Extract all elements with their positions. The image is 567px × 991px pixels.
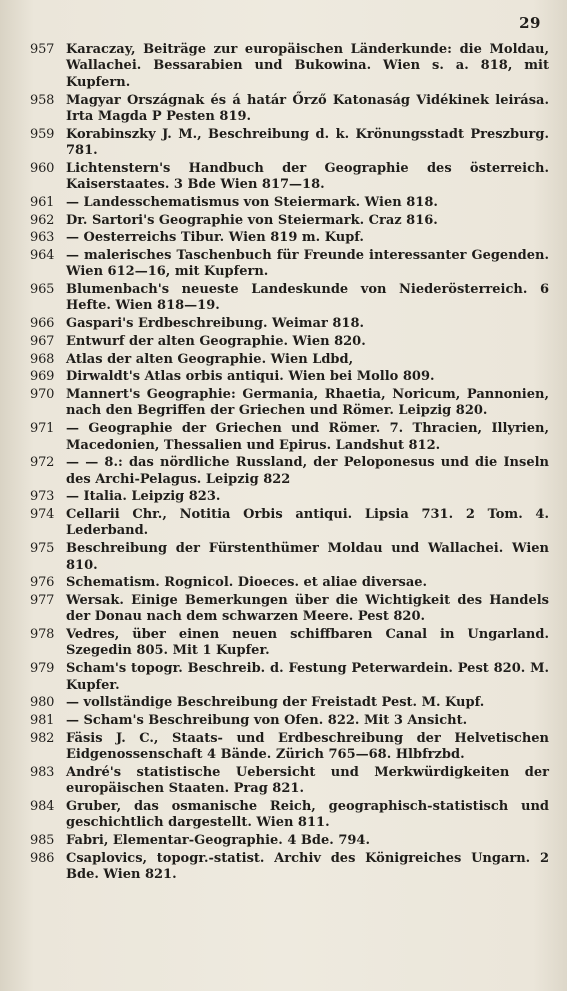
entry-number: 957	[30, 42, 55, 57]
catalog-entry	[30, 421, 549, 454]
entry-text: Fäsis J. C., Staats- und Erdbeschreibung der Helvetischen Eidgenossenschaft 4 Bände. Zürich 765—68. Hlbfrzbd.	[66, 730, 549, 763]
catalog-entry	[30, 93, 549, 126]
catalog-entry	[30, 213, 549, 229]
entry-number: 969	[30, 369, 55, 385]
catalog-entry	[30, 507, 549, 540]
entry-number: 981	[30, 712, 55, 728]
entry-number: 983	[30, 764, 55, 780]
entry-text: — Landesschematismus von Steiermark. Wien 818.	[66, 194, 438, 210]
entry-text: André's statistische Uebersicht und Merkwürdigkeiten der europäischen Staaten. Prag 821.	[66, 764, 549, 797]
entry-text: Mannert's Geographie: Germania, Rhaetia, Noricum, Pannonien, nach den Begriffen der Griechen und Römer. Leipzig 820.	[66, 386, 549, 419]
entry-text: Scham's topogr. Beschreib. d. Festung Peterwardein. Pest 820. M. Kupfer.	[66, 661, 549, 693]
catalog-entry	[30, 489, 549, 505]
catalog-entry	[30, 765, 549, 798]
entry-text: Entwurf der alten Geographie. Wien 820.	[66, 333, 366, 349]
entry-number: 979	[30, 661, 55, 677]
catalog-entry	[30, 248, 549, 281]
entry-text: — Italia. Leipzig 823.	[66, 489, 221, 505]
entry-text: Karaczay, Beiträge zur europäischen Länderkunde: die Moldau, Wallachei. Bessarabien und Bukowina. Wien s. a. 818, mit Kupfern.	[66, 42, 549, 90]
catalog-entry	[30, 713, 549, 729]
entry-text: Atlas der alten Geographie. Wien Ldbd,	[66, 351, 354, 367]
entry-number: 973	[30, 489, 55, 505]
entry-text: — Oesterreichs Tibur. Wien 819 m. Kupf.	[66, 230, 364, 246]
catalog-entry	[30, 661, 549, 694]
entry-text: — malerisches Taschenbuch für Freunde interessanter Gegenden. Wien 612—16, mit Kupfern.	[66, 247, 549, 280]
catalog-entry	[30, 575, 549, 591]
entry-number: 968	[30, 351, 55, 367]
entry-text: Gruber, das osmanische Reich, geographisch-statistisch und geschichtlich dargestellt. Wien 811.	[66, 798, 549, 831]
entry-number: 958	[30, 92, 55, 108]
catalog-entry	[30, 387, 549, 420]
entry-number: 978	[30, 627, 55, 643]
entry-text: Wersak. Einige Bemerkungen über die Wichtigkeit des Handels der Donau nach dem schwarzen Meere. Pest 820.	[66, 592, 549, 625]
entry-text: Vedres, über einen neuen schiffbaren Canal in Ungarland. Szegedin 805. Mit 1 Kupfer.	[66, 627, 549, 659]
entry-text: — vollständige Beschreibung der Freistadt Pest. M. Kupf.	[66, 695, 485, 711]
catalog-entry	[30, 695, 549, 711]
catalog-entry	[30, 230, 549, 246]
catalog-entry	[30, 334, 549, 350]
entry-number: 975	[30, 541, 55, 557]
catalog-entry	[30, 42, 549, 91]
entry-number: 980	[30, 695, 55, 711]
entry-number: 961	[30, 194, 55, 210]
entry-number: 971	[30, 421, 55, 437]
entry-number: 959	[30, 126, 55, 142]
catalog-entry	[30, 369, 549, 385]
entry-number: 986	[30, 850, 55, 866]
entry-number: 962	[30, 212, 55, 228]
catalog-entry	[30, 352, 549, 368]
entry-number: 960	[30, 160, 55, 176]
entry-number: 977	[30, 592, 55, 608]
catalog-entry	[30, 593, 549, 626]
catalog-entry	[30, 541, 549, 574]
entry-text: — Geographie der Griechen und Römer. 7. Thracien, Illyrien, Macedonien, Thessalien und Epirus. Landshut 812.	[66, 421, 549, 453]
entry-number: 982	[30, 730, 55, 746]
catalog-entry	[30, 127, 549, 160]
catalog-entry	[30, 833, 549, 849]
entry-text: Gaspari's Erdbeschreibung. Weimar 818.	[66, 316, 365, 332]
entry-number: 972	[30, 455, 55, 471]
entry-text: Korabinszky J. M., Beschreibung d. k. Krönungsstadt Preszburg. 781.	[66, 126, 549, 159]
catalog-entry	[30, 799, 549, 832]
entry-number: 976	[30, 575, 55, 591]
entry-number: 984	[30, 798, 55, 814]
entry-text: — — 8.: das nördliche Russland, der Peloponesus und die Inseln des Archi-Pelagus. Leipzig 822	[66, 455, 549, 487]
entry-number: 974	[30, 507, 55, 523]
entry-number: 966	[30, 316, 55, 332]
catalog-entry	[30, 455, 549, 488]
catalog-entry	[30, 195, 549, 211]
catalog-entry	[30, 731, 549, 764]
page-number: 29	[519, 14, 541, 32]
entry-text: Schematism. Rognicol. Dioeces. et aliae diversae.	[66, 575, 428, 591]
catalog-entry	[30, 851, 549, 884]
entry-text: Beschreibung der Fürstenthümer Moldau und Wallachei. Wien 810.	[66, 541, 549, 573]
catalog-entry	[30, 316, 549, 332]
entry-text: — Scham's Beschreibung von Ofen. 822. Mit 3 Ansicht.	[66, 712, 468, 728]
entry-number: 970	[30, 386, 55, 402]
entry-number: 964	[30, 247, 55, 263]
entry-list	[30, 42, 549, 885]
entry-number: 963	[30, 230, 55, 246]
entry-text: Blumenbach's neueste Landeskunde von Niederösterreich. 6 Hefte. Wien 818—19.	[66, 282, 549, 314]
entry-text: Csaplovics, topogr.-statist. Archiv des Königreiches Ungarn. 2 Bde. Wien 821.	[66, 850, 549, 883]
entry-text: Fabri, Elementar-Geographie. 4 Bde. 794.	[66, 833, 370, 848]
entry-text: Dirwaldt's Atlas orbis antiqui. Wien bei Mollo 809.	[66, 369, 435, 385]
entry-text: Cellarii Chr., Notitia Orbis antiqui. Lipsia 731. 2 Tom. 4. Lederband.	[66, 507, 549, 539]
catalog-entry	[30, 282, 549, 315]
entry-number: 985	[30, 833, 55, 848]
entry-text: Dr. Sartori's Geographie von Steiermark. Craz 816.	[66, 212, 438, 228]
catalog-entry	[30, 161, 549, 194]
entry-text: Lichtenstern's Handbuch der Geographie des österreich. Kaiserstaates. 3 Bde Wien 817—18.	[66, 160, 549, 193]
entry-number: 965	[30, 282, 55, 298]
entry-number: 967	[30, 333, 55, 349]
catalog-entry	[30, 627, 549, 660]
entry-text: Magyar Országnak és á határ Őrző Katonaság Vidékinek leirása. Irta Magda P Pesten 819.	[66, 92, 549, 124]
